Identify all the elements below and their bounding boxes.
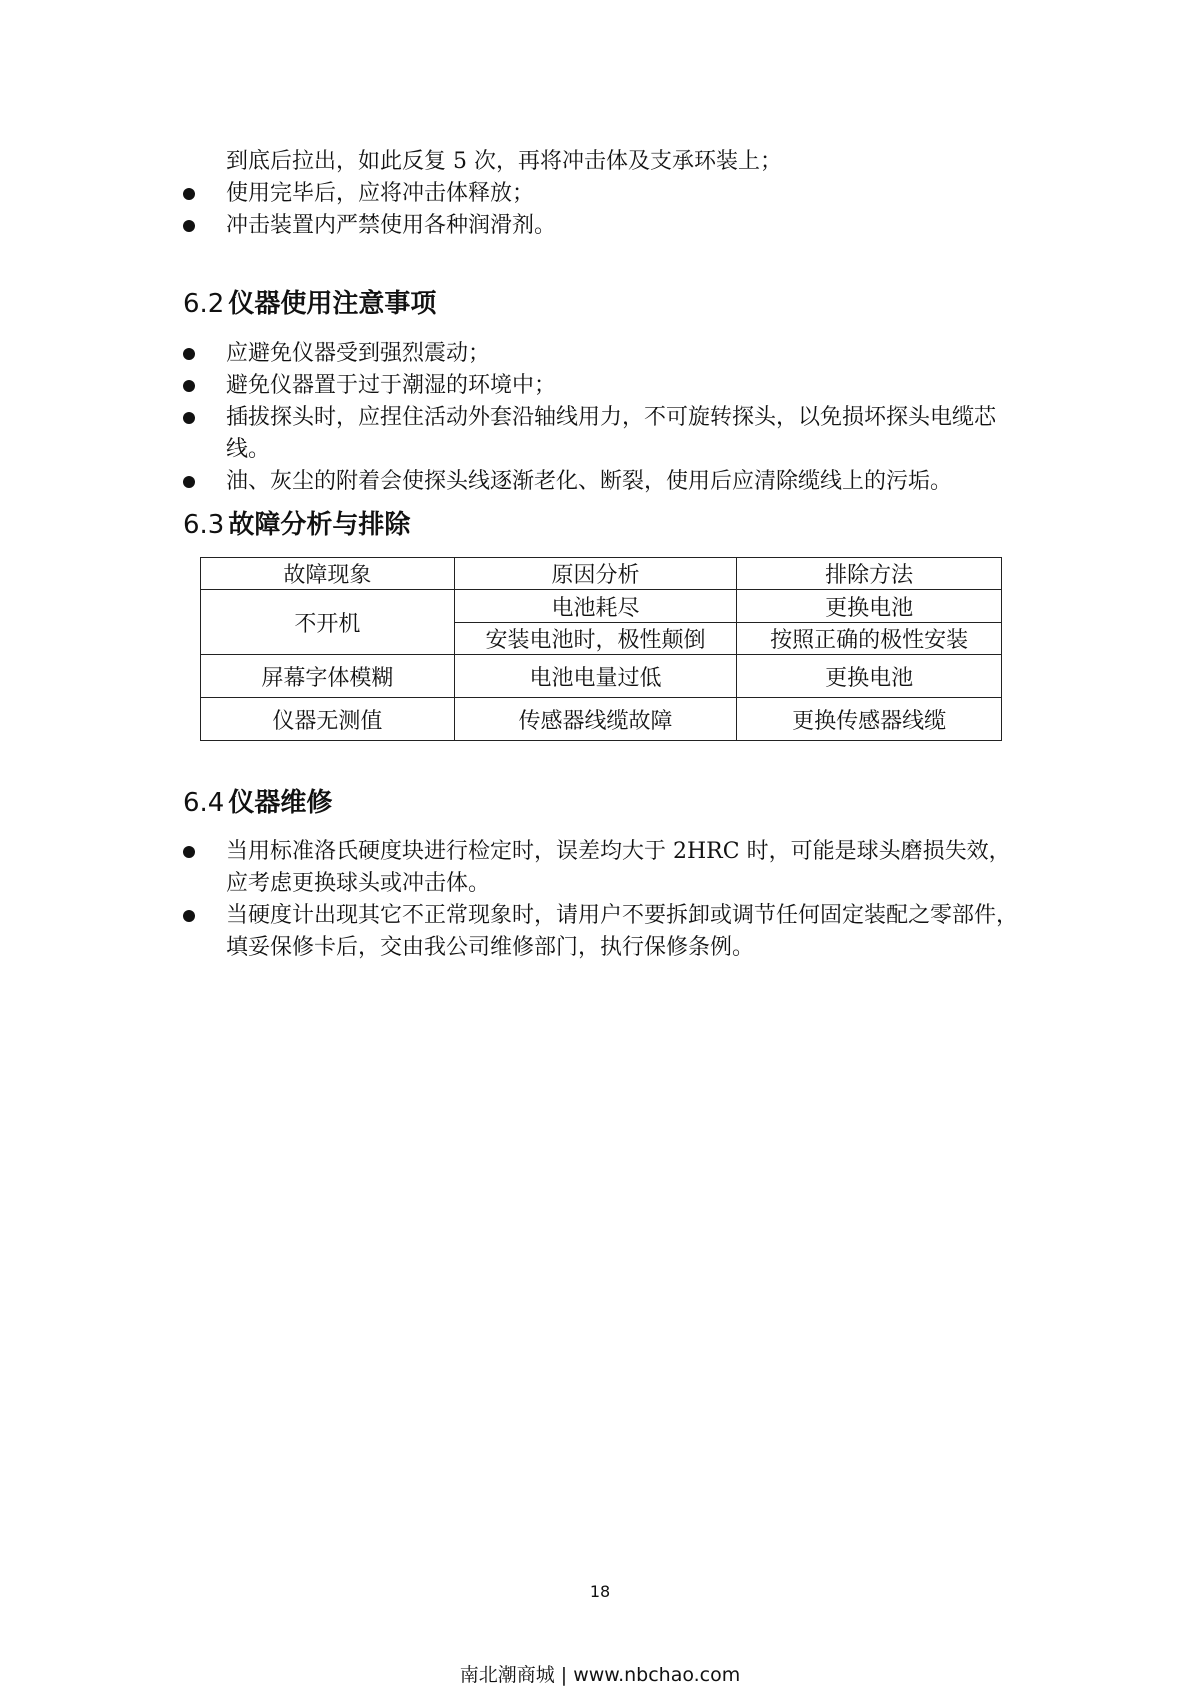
bullet-icon — [183, 476, 195, 488]
continuation-text: 到底后拉出，如此反复 5 次，再将冲击体及支承环装上； — [226, 149, 782, 174]
table-cell-cause: 安装电池时，极性颠倒 — [454, 623, 737, 655]
bullet-icon — [183, 910, 195, 922]
table-header-cell: 原因分析 — [454, 558, 737, 590]
table-row — [201, 698, 1002, 741]
section-heading-6-4: 6.4 仪器维修 — [183, 788, 333, 818]
list-item: 当用标准洛氏硬度块进行检定时，误差均大于 2HRC 时，可能是球头磨损失效，应考虑更换球头或冲击体。 — [0, 836, 1021, 900]
fault-analysis-table — [200, 557, 1002, 741]
bullet-icon — [183, 188, 195, 200]
page-number: 18 — [589, 1582, 611, 1601]
bullet-icon — [183, 348, 195, 360]
table-cell-symptom: 不开机 — [201, 590, 455, 655]
list-item: 避免仪器置于过于潮湿的环境中； — [0, 370, 1021, 402]
table-header-cell: 排除方法 — [737, 558, 1002, 590]
bullet-icon — [183, 380, 195, 392]
table-cell-fix: 更换传感器线缆 — [737, 698, 1002, 741]
bullet-icon — [183, 412, 195, 424]
sec64-bullet-list — [0, 836, 1200, 964]
table-cell-fix: 更换电池 — [737, 590, 1002, 623]
table-cell-symptom: 屏幕字体模糊 — [201, 655, 455, 698]
list-item: 使用完毕后，应将冲击体释放； — [0, 178, 1021, 210]
list-item: 应避免仪器受到强烈震动； — [0, 338, 1021, 370]
table-cell-cause: 传感器线缆故障 — [454, 698, 737, 741]
section-heading-6-3: 6.3 故障分析与排除 — [183, 510, 411, 540]
list-item: 冲击装置内严禁使用各种润滑剂。 — [0, 210, 1021, 242]
sec61-bullet-list — [0, 178, 1200, 242]
list-item: 当硬度计出现其它不正常现象时，请用户不要拆卸或调节任何固定装配之零部件，填妥保修卡后，交由我公司维修部门，执行保修条例。 — [0, 900, 1021, 964]
section-heading-6-2: 6.2 仪器使用注意事项 — [183, 289, 437, 319]
bullet-icon — [183, 846, 195, 858]
table-header-cell: 故障现象 — [201, 558, 455, 590]
list-item: 插拔探头时，应捏住活动外套沿轴线用力，不可旋转探头，以免损坏探头电缆芯线。 — [0, 402, 1021, 466]
table-cell-cause: 电池耗尽 — [454, 590, 737, 623]
table-cell-cause: 电池电量过低 — [454, 655, 737, 698]
sec62-bullet-list — [0, 338, 1200, 498]
bullet-icon — [183, 220, 195, 232]
table-row — [201, 655, 1002, 698]
list-item: 油、灰尘的附着会使探头线逐渐老化、断裂，使用后应清除缆线上的污垢。 — [0, 466, 1021, 498]
table-cell-fix: 按照正确的极性安装 — [737, 623, 1002, 655]
table-row — [201, 590, 1002, 623]
table-header-row — [201, 558, 1002, 590]
footer-watermark: 南北潮商城 | www.nbchao.com — [459, 1664, 741, 1686]
table-cell-fix: 更换电池 — [737, 655, 1002, 698]
table-cell-symptom: 仪器无测值 — [201, 698, 455, 741]
